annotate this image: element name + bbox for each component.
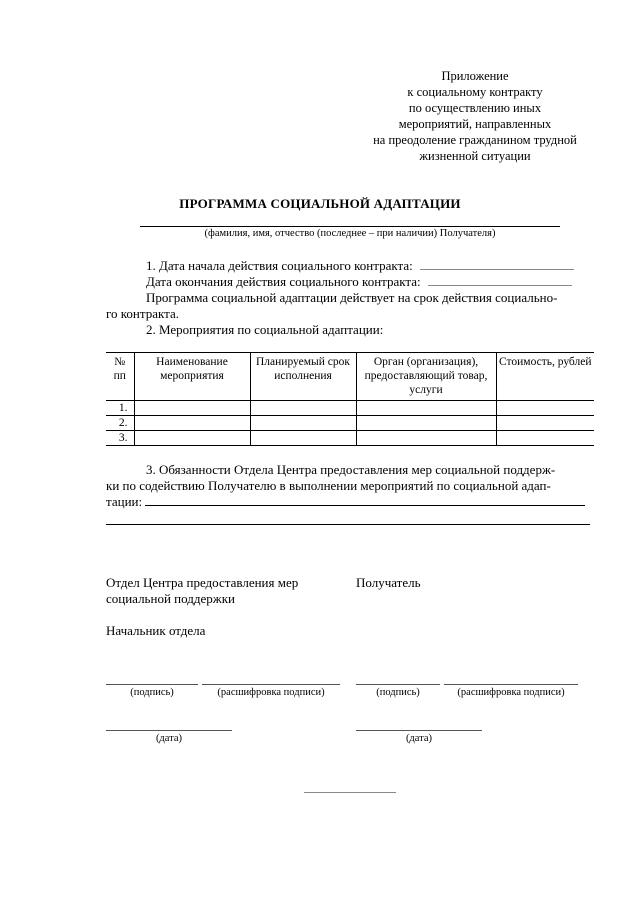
table-cell: [496, 416, 594, 431]
appendix-line: к социальному контракту: [407, 85, 543, 99]
table-cell: [250, 431, 356, 446]
row-number: 2.: [106, 416, 134, 431]
table-cell: [134, 416, 250, 431]
right-signature-caption: (подпись): [376, 687, 420, 698]
right-decoding-caption: (расшифровка подписи): [457, 687, 565, 698]
row-number: 1.: [106, 401, 134, 416]
table-header-row: [106, 353, 594, 401]
column-header-organization: Орган (организация), предоставляющий товар, услуги: [356, 353, 496, 401]
recipient-label: Получатель: [356, 575, 421, 590]
right-date-caption: (дата): [405, 733, 433, 744]
item-1-end-date: [106, 274, 594, 290]
program-duration-line: Программа социальной адаптации действует на срок действия социально-: [146, 290, 558, 305]
appendix-line: мероприятий, направленных: [398, 117, 552, 131]
appendix-line: жизненной ситуации: [419, 149, 531, 163]
appendix-line: Приложение: [441, 69, 509, 83]
left-date-caption: (дата): [155, 733, 183, 744]
left-signature-line: [106, 684, 198, 685]
column-header-number: № пп: [106, 353, 134, 401]
item-3-text: [106, 462, 594, 510]
left-decoding-caption: (расшифровка подписи): [217, 687, 325, 698]
recipient-name-caption: (фамилия, имя, отчество (последнее – при наличии) Получателя): [204, 228, 496, 239]
program-duration-line: го контракта.: [106, 306, 179, 321]
document-title: ПРОГРАММА СОЦИАЛЬНОЙ АДАПТАЦИИ: [179, 196, 461, 211]
right-signature-line: [356, 684, 440, 685]
column-header-cost: Стоимость, рублей: [496, 353, 594, 401]
item-3-line: 3. Обязанности Отдела Центра предоставления мер социальной поддерж-: [146, 462, 556, 477]
table-cell: [356, 401, 496, 416]
left-date-line: [106, 730, 232, 731]
left-decoding-line: [202, 684, 340, 685]
row-number: 3.: [106, 431, 134, 446]
program-duration-text: [106, 290, 594, 322]
item-3-line: ки по содействию Получателю в выполнении мероприятий по социальной адап-: [106, 478, 551, 493]
recipient-name-line: [140, 226, 560, 227]
column-header-deadline: Планируемый срок исполнения: [250, 353, 356, 401]
left-organization-line: социальной поддержки: [106, 591, 235, 606]
table-cell: [356, 416, 496, 431]
start-date-label: 1. Дата начала действия социального контракта:: [146, 258, 413, 273]
appendix-line: по осуществлению иных: [408, 101, 542, 115]
table-cell: [250, 401, 356, 416]
item-1-start-date: [106, 258, 594, 274]
item-3-fill-line: [145, 505, 585, 506]
end-date-label: Дата окончания действия социального контракта:: [146, 274, 421, 289]
left-organization: [106, 575, 298, 607]
item-2-label: 2. Мероприятия по социальной адаптации:: [146, 322, 384, 337]
table-cell: [134, 401, 250, 416]
appendix-line: на преодоление гражданином трудной: [373, 133, 577, 147]
right-date-line: [356, 730, 482, 731]
item-3-extra-line: [106, 524, 590, 525]
item-3-line: тации:: [106, 494, 594, 510]
item-2-heading: [106, 322, 594, 338]
table-cell: [134, 431, 250, 446]
table-row: [106, 401, 594, 416]
left-signature-caption: (подпись): [130, 687, 174, 698]
table-cell: [356, 431, 496, 446]
table-cell: [496, 431, 594, 446]
table-cell: [250, 416, 356, 431]
table-cell: [496, 401, 594, 416]
column-header-event-name: Наименование мероприятия: [134, 353, 250, 401]
right-decoding-line: [444, 684, 578, 685]
left-organization-line: Отдел Центра предоставления мер: [106, 575, 299, 590]
end-date-field: [428, 285, 572, 286]
department-head-label: Начальник отдела: [106, 623, 206, 638]
footer-separator: [304, 792, 396, 793]
appendix-header: [340, 68, 610, 164]
table-row: [106, 416, 594, 431]
events-table: [106, 352, 594, 446]
table-row: [106, 431, 594, 446]
start-date-field: [420, 269, 574, 270]
